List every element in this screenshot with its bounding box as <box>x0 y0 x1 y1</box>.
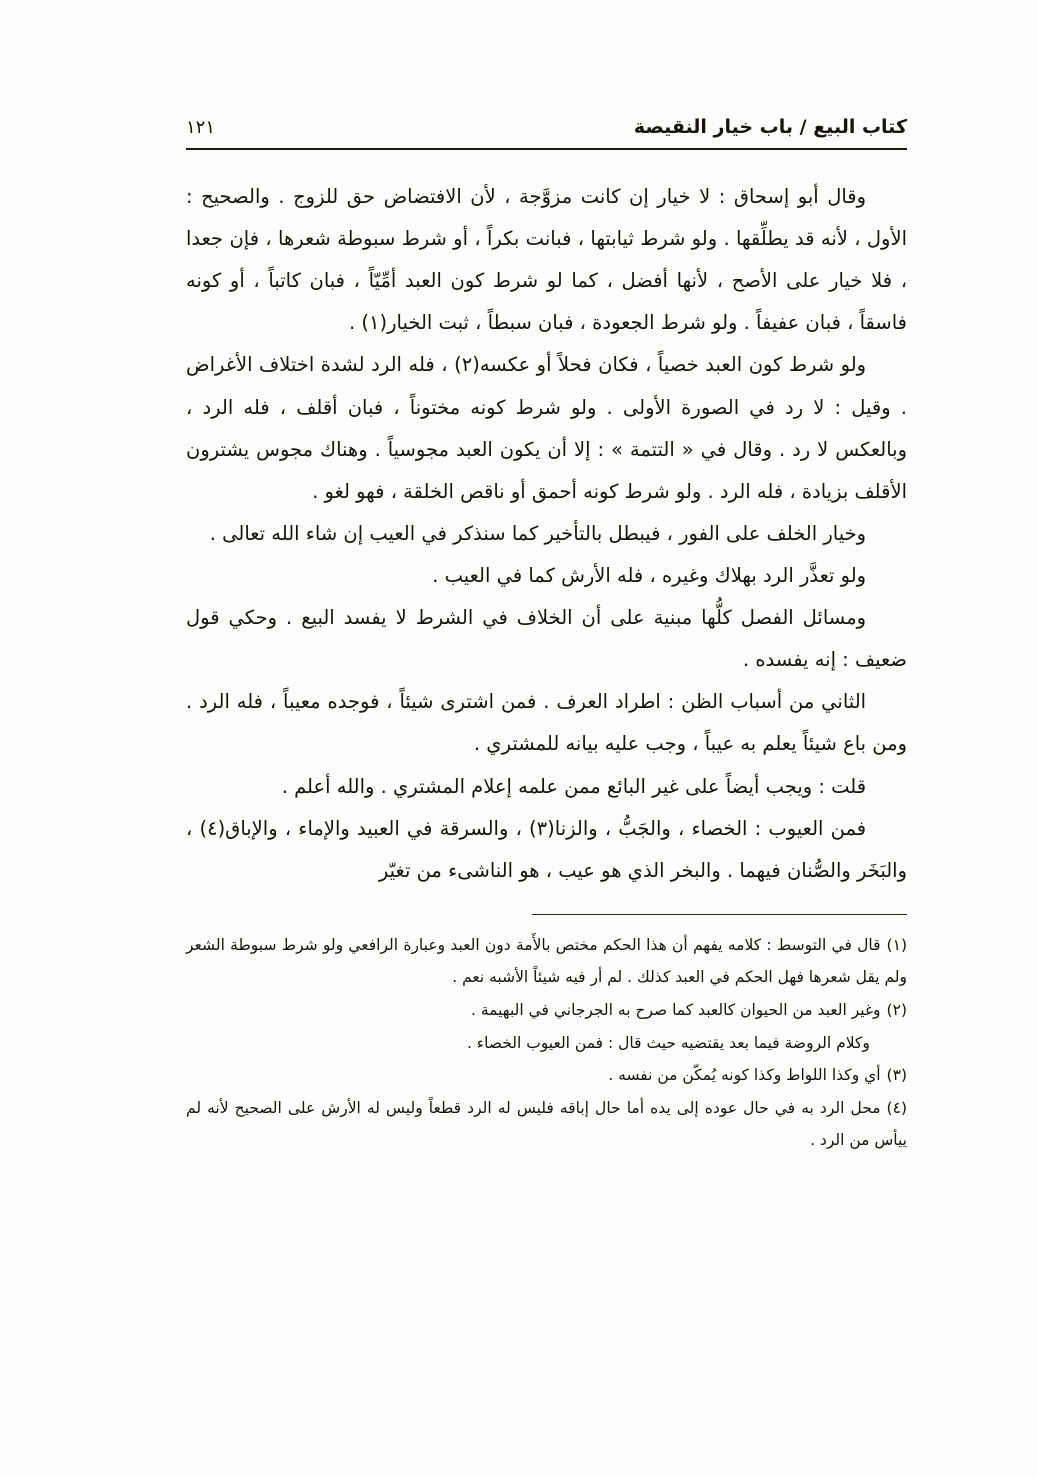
footnote <box>186 929 907 994</box>
chapter-title: كتاب البيع / باب خيار النقيصة <box>633 116 907 138</box>
footnote-text: قال في التوسط : كلامه يفهم أن هذا الحكم مختص بالأَمة دون العبد وعبارة الرافعي ولو شرط سبوطة الشعر ولم يقل شعرها فهل الحكم في العبد كذلك . لم أر فيه شيئاً الأشبه نعم . <box>186 935 907 987</box>
footnote-separator <box>532 914 907 915</box>
paragraph: فمن العيوب : الخصاء ، والجَبُّ ، والزنا(٣) ، والسرقة في العبيد والإماء ، والإباق(٤) ، والبَخَر والصُّنان فيهما . والبخر الذي هو عيب ، هو الناشىء من تغيّر <box>186 816 907 882</box>
footnote <box>186 1059 907 1092</box>
footnotes <box>186 929 907 1157</box>
footnote-text: أي وكذا اللواط وكذا كونه يُمكّن من نفسه . <box>608 1066 881 1085</box>
paragraph: قلت : ويجب أيضاً على غير البائع ممن علمه إعلام المشتري . والله أعلم . <box>281 774 867 798</box>
footnote-text: وكلام الروضة فيما بعد يقتضيه حيث قال : فمن العيوب الخصاء . <box>466 1033 870 1052</box>
page-number: ١٢١ <box>186 117 216 138</box>
footnote-text: محل الرد به في حال عوده إلى يده أما حال إباقه فليس له الرد قطعاً وليس له الأرش على الصحيح لأنه لم ييأس من الرد . <box>186 1098 907 1150</box>
footnote <box>186 1092 907 1157</box>
body-text <box>186 176 907 892</box>
footnote-continuation <box>186 1027 907 1060</box>
paragraph: ولو شرط كون العبد خصياً ، فكان فحلاً أو عكسه(٢) ، فله الرد لشدة اختلاف الأغراض . وقيل : لا رد في الصورة الأولى . ولو شرط كونه مختوناً ، فبان أقلف ، فله الرد ، وبالعكس لا رد . وقال في « التتمة » : إلا أن يكون العبد مجوسياً . وهناك مجوس يشترون الأقلف بزيادة ، فله الرد . ولو شرط كونه أحمق أو ناقص الخلقة ، فهو لغو . <box>186 353 907 503</box>
paragraph: الثاني من أسباب الظن : اطراد العرف . فمن اشترى شيئاً ، فوجده معيباً ، فله الرد . ومن باع شيئاً يعلم به عيباً ، وجب عليه بيانه للمشتري . <box>186 690 907 756</box>
footnote-marker: (٣) <box>886 1066 907 1085</box>
page-header <box>186 116 907 150</box>
footnote-marker: (١) <box>886 935 907 954</box>
paragraph: ولو تعذَّر الرد بهلاك وغيره ، فله الأرش كما في العيب . <box>432 563 867 587</box>
footnote-text: وغير العبد من الحيوان كالعبد كما صرح به الجرجاني في البهيمة . <box>471 1000 881 1019</box>
paragraph: ومسائل الفصل كلُّها مبنية على أن الخلاف في الشرط لا يفسد البيع . وحكي قول ضعيف : إنه يفسده . <box>186 606 907 672</box>
paragraph: وقال أبو إسحاق : لا خيار إن كانت مزوَّجة ، لأن الافتضاض حق للزوج . والصحيح : الأول ، لأنه قد يطلِّقها . ولو شرط ثيابتها ، فبانت بكراً ، أو شرط سبوطة شعرها ، فإن جعدا ، فلا خيار على الأصح ، لأنها أفضل ، كما لو شرط كون العبد أمِّيّاً ، فبان كاتباً ، أو كونه فاسقاً ، فبان عفيفاً . ولو شرط الجعودة ، فبان سبطاً ، ثبت الخيار(١) . <box>186 185 907 335</box>
footnote <box>186 994 907 1027</box>
paragraph: وخيار الخلف على الفور ، فيبطل بالتأخير كما سنذكر في العيب إن شاء الله تعالى . <box>209 521 867 545</box>
footnote-marker: (٤) <box>886 1098 907 1117</box>
footnote-marker: (٢) <box>886 1000 907 1019</box>
